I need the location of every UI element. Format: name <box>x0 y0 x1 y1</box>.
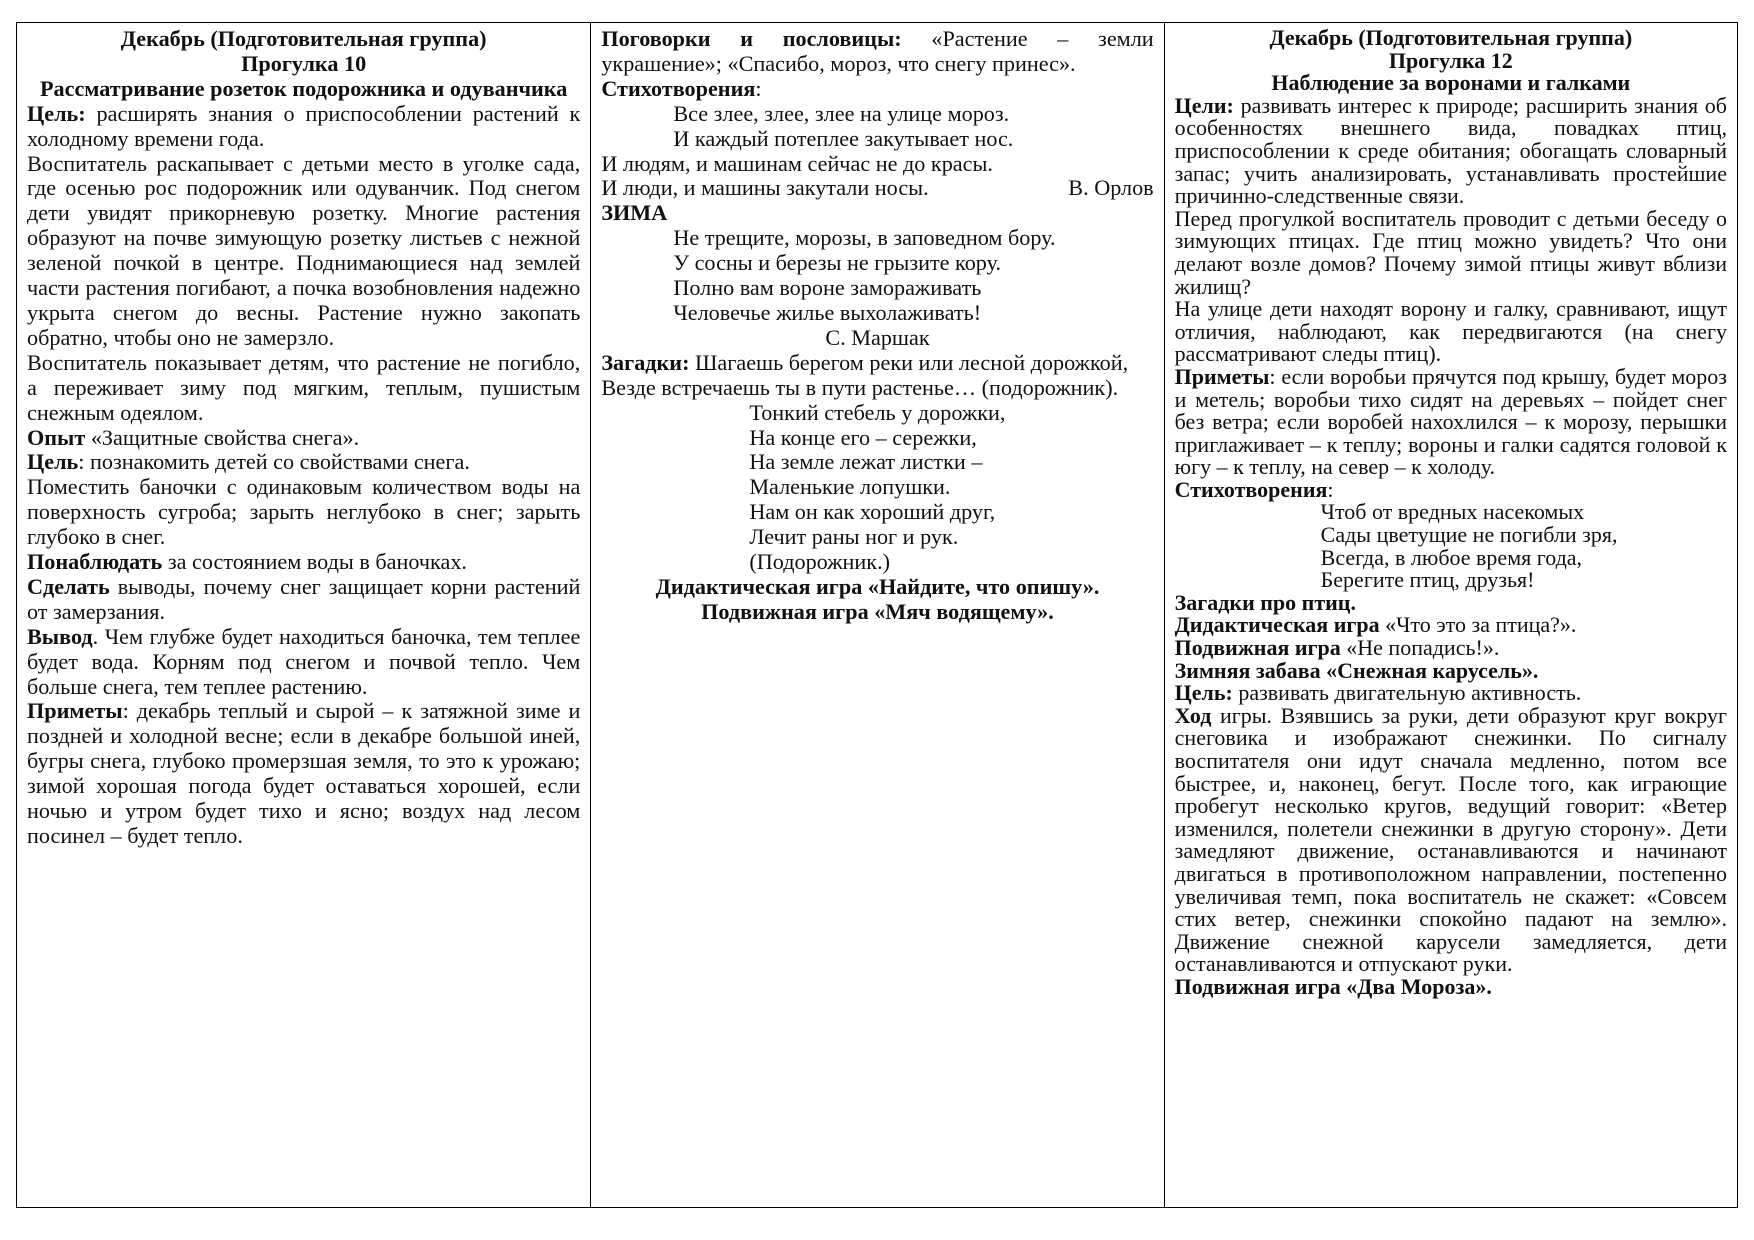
course-text: игры. Взявшись за руки, дети образуют круг вокруг снеговика и изображают снежинки. По сигналу воспитателя они идут сначала медленно, потом все быстрее, и, наконец, бегут. После того, как играющие пробегут несколько кругов, ведущий говорит: «Ветер изменился, полетели снежинки в другую сторону». Дети замедляют движение, останавливаются и начинают двигаться в противоположном направлении, постепенно увеличивая темп, пока воспитатель не скажет: «Совсем стих ветер, снежинки спокойно падают на землю». Движение снежной карусели замедляется, дети останавливаются и отпускают руки. <box>1174 702 1727 977</box>
mobile-label: Подвижная игра <box>1174 635 1341 661</box>
fun-line <box>1174 657 1727 683</box>
goals-paragraph <box>1174 92 1727 209</box>
riddle2-line: На конце его – сережки, <box>749 424 977 450</box>
riddles-text: Загадки про птиц. <box>1174 589 1356 615</box>
sayings-text: «Растение – земли украшение»; «Спасибо, мороз, что снегу принес». <box>601 26 1154 76</box>
riddle2-line: На земле лежат листки – <box>749 449 983 475</box>
sayings-paragraph <box>601 27 1153 77</box>
observe-text: за состоянием воды в баночках. <box>162 549 467 575</box>
didactic-label: Дидактическая игра <box>1174 612 1380 638</box>
experiment-label: Опыт <box>27 424 86 450</box>
observe-paragraph <box>27 550 580 575</box>
header-month: Декабрь (Подготовительная группа) <box>1269 25 1633 50</box>
mobile-paragraph <box>1175 637 1727 660</box>
experiment-paragraph <box>27 426 580 451</box>
poem-line: Берегите птиц, друзья! <box>1320 567 1535 593</box>
poem1-last-line <box>601 176 1153 201</box>
poem1-line: И людям, и машинам сейчас не до красы. <box>601 150 993 176</box>
goal2-label: Цель <box>27 449 79 475</box>
poem2-line: Не трещите, морозы, в заповедном бору. <box>673 225 1056 251</box>
poem-line: Сады цветущие не погибли зря, <box>1320 522 1618 548</box>
riddle2-line: Лечит раны ног и рук. <box>749 524 959 550</box>
signs-text: : декабрь теплый и сырой – к затяжной зиме и поздней и холодной весне; если в декабре большой иней, бугры снега, глубоко промерзшая земля, то это к урожаю; зимой хорошая погода будет оставаться хорошей, если ночью и утром будет тихо и ясно; воздух над лесом посинел – будет тепло. <box>27 698 581 848</box>
conclude-text: выводы, почему снег защищает корни растений от замерзания. <box>27 573 581 624</box>
poem1-line: Все злее, злее, злее на улице мороз. <box>673 100 1010 126</box>
poem-line: Всегда, в любое время года, <box>1320 544 1583 570</box>
paragraph-1: Перед прогулкой воспитатель проводит с детьми беседу о зимующих птицах. Где птиц можно увидеть? Что они делают возле домов? Почему зимой птицы живут вблизи жилищ? <box>1174 205 1727 299</box>
header-topic: Рассматривание розеток подорожника и одуванчика <box>39 75 568 101</box>
zima-title-text: ЗИМА <box>601 200 668 226</box>
mobile2-line <box>1174 973 1727 999</box>
goal-paragraph <box>27 102 580 152</box>
course-label: Ход <box>1174 702 1212 728</box>
goals-text: развивать интерес к природе; расширить знания об особенностях внешнего вида, повадках птиц, приспособлении к среде обитания; обогащать словарный запас; учить анализировать, устанавливать простейшие причинно-следственные связи. <box>1174 92 1727 209</box>
poems-label: Стихотворения <box>601 75 756 101</box>
signs-paragraph <box>27 699 580 848</box>
poem1-line: И каждый потеплее закутывает нос. <box>673 125 1014 151</box>
poem-line: Чтоб от вредных насекомых <box>1320 499 1585 525</box>
poem1-author: В. Орлов <box>1068 175 1154 201</box>
riddles-paragraph <box>601 351 1153 376</box>
riddle2-line: Тонкий стебель у дорожки, <box>749 399 1006 425</box>
sayings-label: Поговорки и пословицы: <box>601 26 902 51</box>
header-topic: Наблюдение за воронами и галками <box>1271 70 1631 96</box>
experiment-text: «Защитные свойства снега». <box>85 424 360 450</box>
signs-label: Приметы <box>27 698 123 724</box>
riddles-line <box>1174 589 1727 615</box>
paragraph-2: На улице дети находят ворону и галку, сравнивают, ищут отличия, наблюдают, как передвигаются (на снегу рассматривают следы птиц). <box>1174 296 1727 367</box>
poems-heading <box>601 77 1153 102</box>
paragraph-1: Воспитатель раскапывает с детьми место в уголке сада, где осенью рос подорожник или одуванчик. Под снегом дети увидят прикорневую розетку. Многие растения образуют на почве зимующую розетку листьев с нежной зеленой почкой в центре. Поднимающиеся над землей части растения погибают, а почка возобновления надежно укрыта снегом до весны. Растение нужно закопать обратно, чтобы оно не замерзло. <box>27 150 581 350</box>
mobile-game: Подвижная игра «Мяч водящему». <box>701 598 1054 624</box>
header-walk: Прогулка 12 <box>1388 47 1513 73</box>
goal2-text: : познакомить детей со свойствами снега. <box>78 449 470 475</box>
header-walk: Прогулка 10 <box>241 50 367 76</box>
riddles-paragraph-2: Везде встречаешь ты в пути растенье… (подорожник). <box>601 374 1119 400</box>
goal-label: Цель: <box>1174 680 1233 706</box>
riddle2-line: Нам он как хороший друг, <box>749 499 996 525</box>
goals-label: Цели: <box>1174 92 1234 118</box>
didactic-game: Дидактическая игра «Найдите, что опишу». <box>655 573 1100 599</box>
fun-text: Зимняя забава «Снежная карусель». <box>1174 657 1539 683</box>
conclude-label: Сделать <box>27 573 110 599</box>
result-text: . Чем глубже будет находиться баночка, тем теплее будет вода. Корням под снегом и почвой тепло. Чем больше снега, тем теплее растению. <box>27 623 581 699</box>
mobile-text: «Не попадись!». <box>1340 635 1500 661</box>
goal2-paragraph <box>27 450 580 475</box>
goal-text: расширять знания о приспособлении растений к холодному времени года. <box>27 100 581 151</box>
column-walk-12 <box>1165 23 1737 1207</box>
goal-paragraph <box>1175 682 1727 705</box>
signs-text: : если воробьи прячутся под крышу, будет мороз и метель; воробьи тихо сидят на деревьях – пойдет снег без ветра; если воробей нахохлился – к морозу, перышки приглаживает – к теплу; вороны и галки садятся головой к югу – к теплу, на север – к холоду. <box>1174 363 1727 480</box>
poem2-line: У сосны и березы не грызите кору. <box>673 250 1002 276</box>
poem2-line: Полно вам вороне замораживать <box>673 275 982 301</box>
goal-label: Цель: <box>27 100 86 126</box>
conclude-paragraph <box>27 575 580 625</box>
riddles-text: Шагаешь берегом реки или лесной дорожкой, <box>689 349 1129 375</box>
poems-label: Стихотворения <box>1174 476 1328 502</box>
course-paragraph <box>1174 702 1727 977</box>
header-month: Декабрь (Подготовительная группа) <box>120 26 487 51</box>
poems-colon: : <box>755 75 762 101</box>
signs-label: Приметы <box>1174 363 1270 389</box>
result-paragraph <box>27 625 580 700</box>
paragraph-3: Поместить баночки с одинаковым количеством воды на поверхность сугроба; зарыть неглубоко в снег; зарыть глубоко в снег. <box>27 474 581 550</box>
poem2-line: Человечье жилье выхолаживать! <box>673 299 982 325</box>
riddle2-line: (Подорожник.) <box>749 549 891 575</box>
poems-colon: : <box>1327 476 1334 502</box>
poem1-line4: И люди, и машины закутали носы. <box>601 175 929 201</box>
didactic-text: «Что это за птица?». <box>1379 612 1577 638</box>
column-poems <box>591 23 1164 1207</box>
poem2-author: С. Маршак <box>825 324 930 350</box>
mobile2-text: Подвижная игра «Два Мороза». <box>1174 973 1492 999</box>
paragraph-2: Воспитатель показывает детям, что растение не погибло, а переживает зиму под мягким, теплым, пушистым снежным одеялом. <box>27 349 581 425</box>
didactic-paragraph <box>1175 614 1727 637</box>
document-page <box>16 22 1738 1208</box>
zima-title <box>601 201 1153 226</box>
goal-text: развивать двигательную активность. <box>1232 680 1582 706</box>
signs-paragraph <box>1174 363 1727 480</box>
result-label: Вывод <box>27 623 93 649</box>
column-walk-10 <box>17 23 591 1207</box>
riddle2-line: Маленькие лопушки. <box>749 474 951 500</box>
poems-heading <box>1174 476 1727 502</box>
observe-label: Понаблюдать <box>27 549 163 575</box>
riddles-label: Загадки: <box>601 349 690 375</box>
